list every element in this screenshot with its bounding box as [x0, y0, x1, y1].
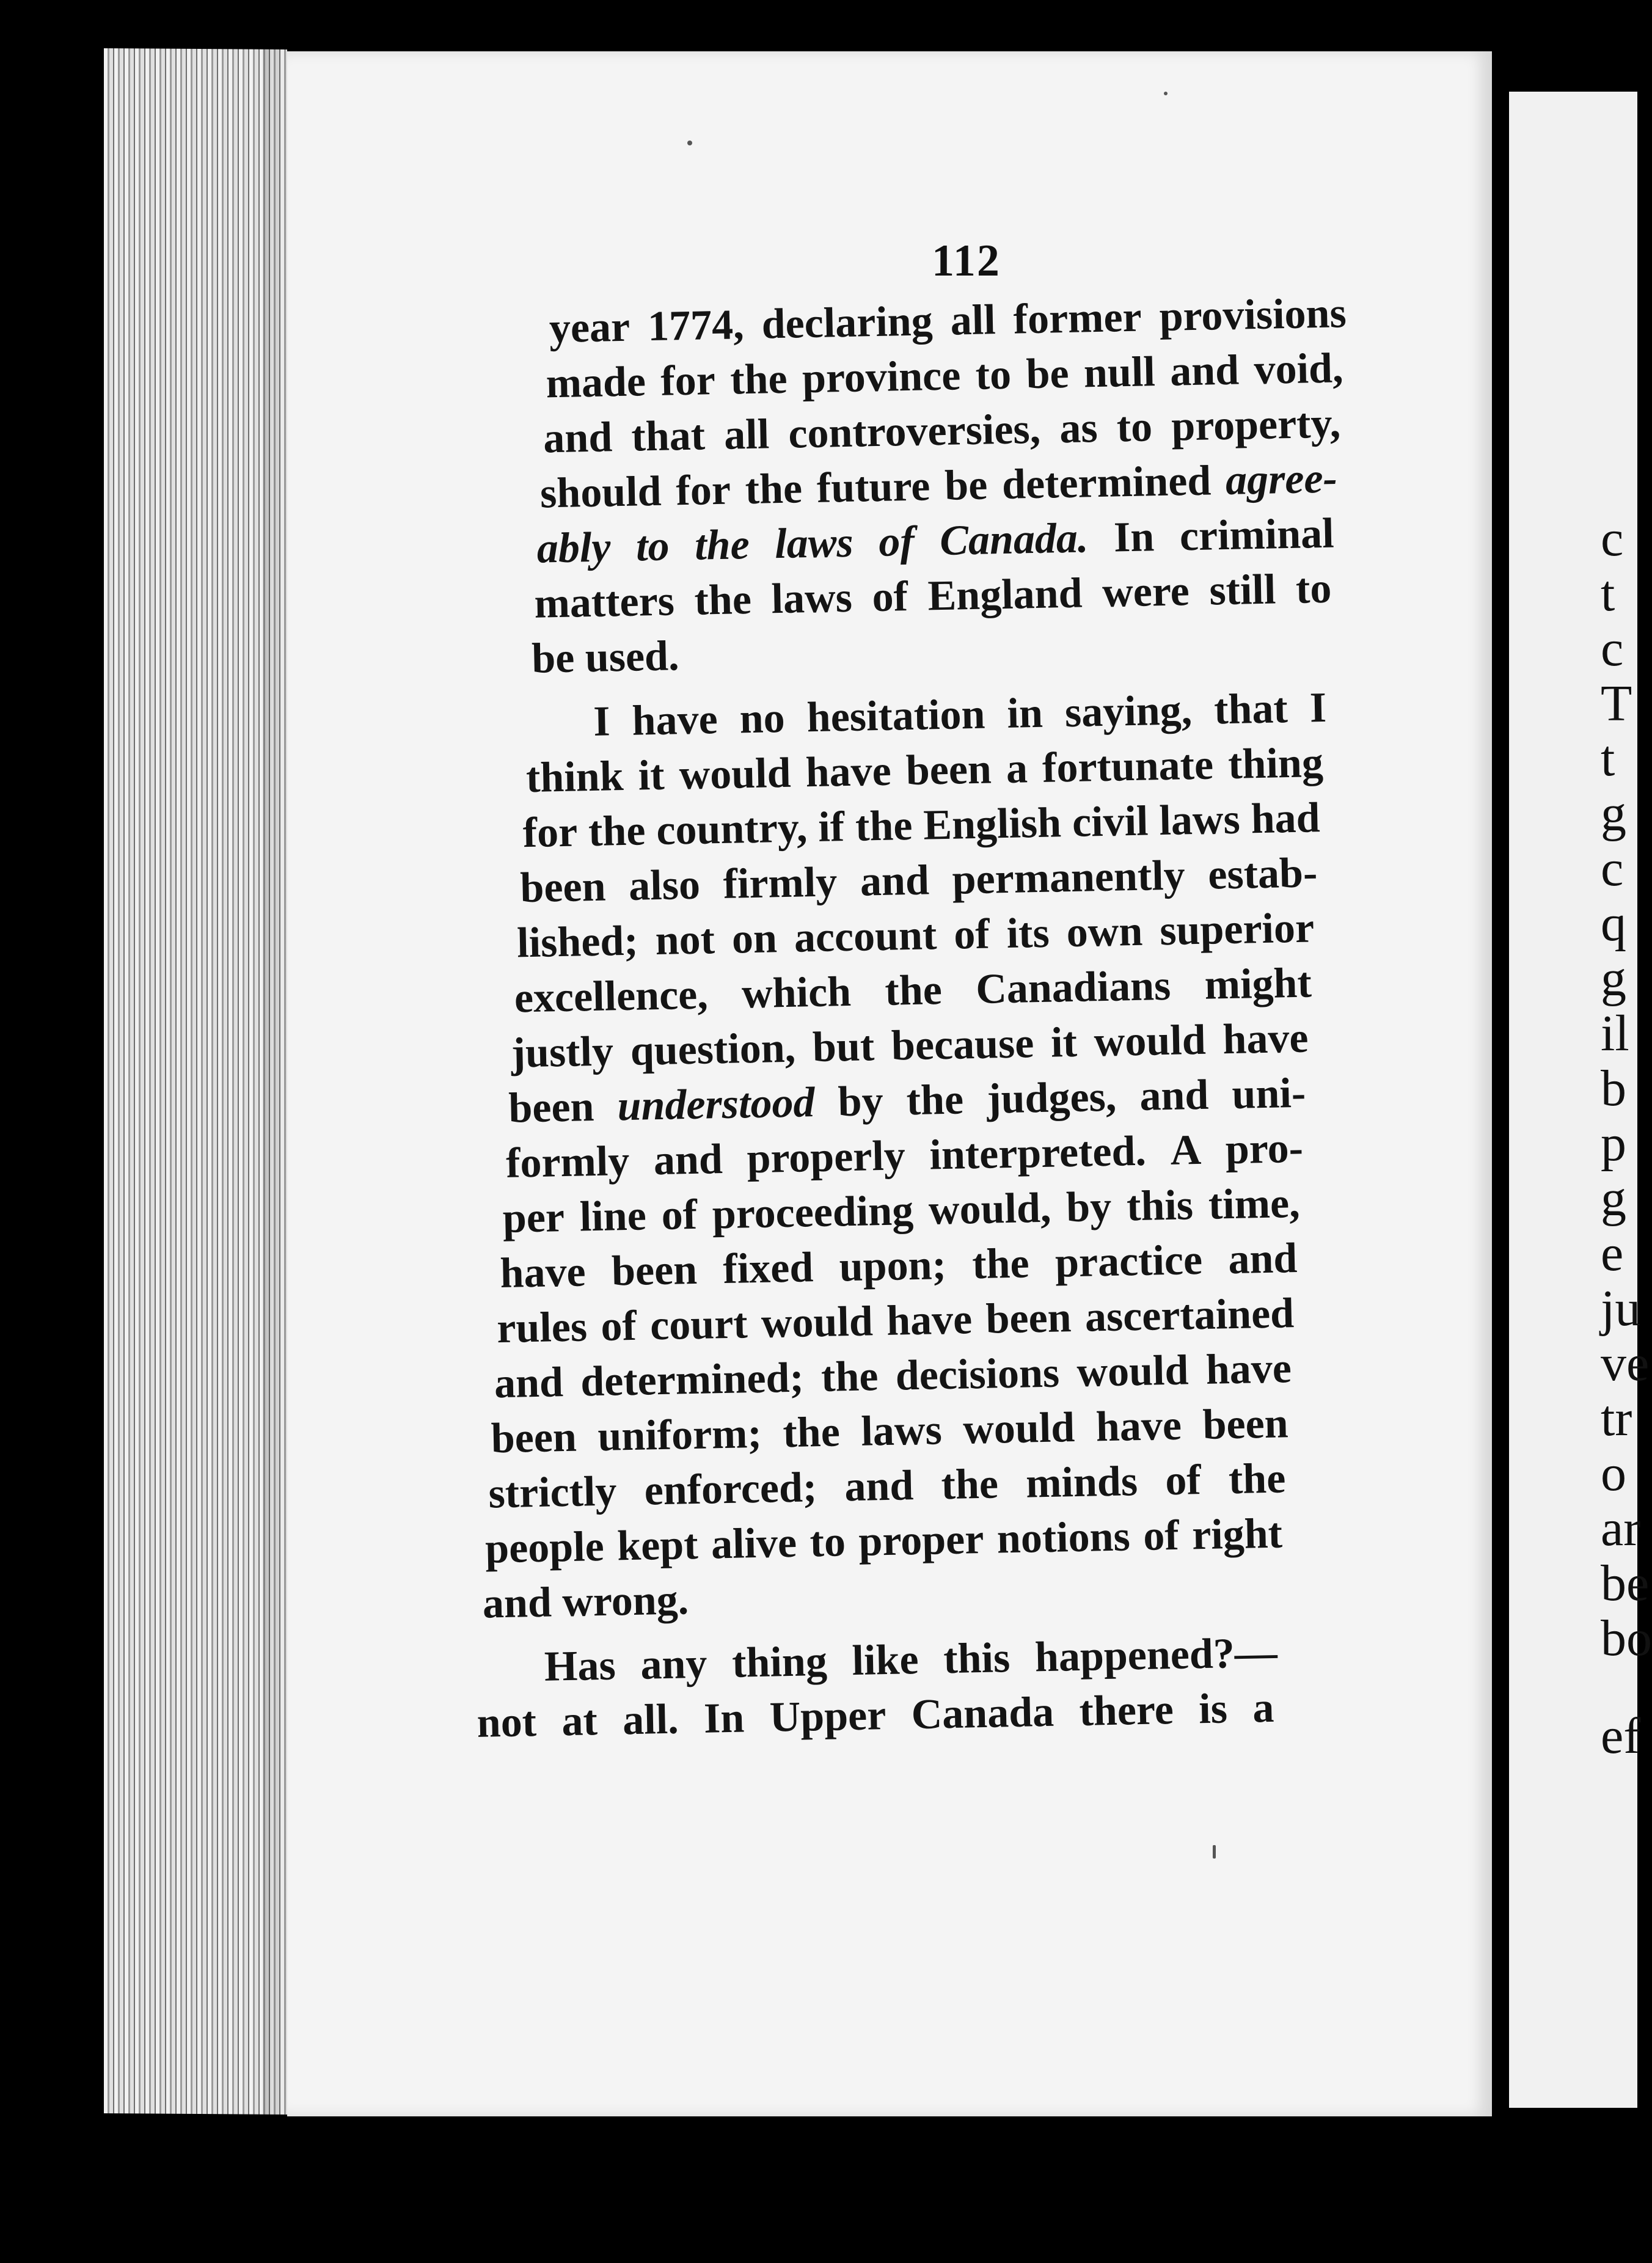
facing-page-fragment: tr: [1601, 1390, 1632, 1447]
facing-page-fragment: c: [1601, 620, 1624, 677]
facing-page-fragment: c: [1601, 840, 1624, 897]
text-line: and wrong.: [482, 1576, 689, 1628]
page-number: 112: [932, 236, 1001, 286]
text-line: formly and properly interpreted. A pro-: [505, 1124, 1304, 1187]
facing-page-fragment: b: [1601, 1060, 1626, 1117]
paper-speck: [1213, 1845, 1216, 1859]
text-line: be used.: [531, 632, 680, 682]
text-line: I have no hesitation in saying, that I: [593, 684, 1327, 745]
facing-page-fragment: ve: [1601, 1335, 1650, 1392]
text-line: excellence, which the Canadians might: [514, 959, 1312, 1022]
text-line: been understood by the judges, and uni-: [508, 1069, 1306, 1132]
facing-page-fragment: T: [1601, 675, 1632, 732]
facing-page-fragment: p: [1601, 1115, 1626, 1172]
text-line: been also firmly and permanently estab-: [519, 849, 1318, 912]
text-line: have been fixed upon; the practice and: [499, 1234, 1298, 1298]
facing-page-fragment: bo: [1601, 1610, 1652, 1667]
facing-page-fragment: g: [1601, 785, 1626, 842]
paper-speck: [687, 141, 692, 145]
text-line: ably to the laws of Canada. In criminal: [536, 510, 1335, 572]
facing-page-fragment: ef: [1601, 1708, 1641, 1764]
text-line: Has any thing like this happened?—: [544, 1629, 1278, 1691]
facing-page-fragment: e: [1601, 1225, 1624, 1282]
facing-page-fragment: o: [1601, 1445, 1626, 1502]
facing-page-fragment: t: [1601, 730, 1615, 787]
text-line: and that all controversies, as to property,: [543, 400, 1341, 462]
text-line: for the country, if the English civil laws had: [522, 794, 1321, 857]
text-line: and determined; the decisions would have: [494, 1345, 1292, 1408]
text-line: been uniform; the laws would have been: [491, 1400, 1289, 1463]
text-line: justly question, but because it would have: [510, 1014, 1309, 1077]
text-line: year 1774, declaring all former provisions: [549, 290, 1347, 353]
facing-page-fragment: ju: [1601, 1280, 1641, 1337]
facing-page-fragment: t: [1601, 565, 1615, 622]
text-line: strictly enforced; and the minds of the: [488, 1455, 1286, 1518]
text-line: made for the province to be null and void,: [545, 345, 1344, 408]
facing-page-fragment: q: [1601, 895, 1626, 952]
facing-page-fragment: ar: [1601, 1500, 1641, 1557]
facing-page-fragment: il: [1601, 1005, 1629, 1062]
facing-page-fragment: g: [1601, 950, 1626, 1007]
text-line: people kept alive to proper notions of right: [484, 1510, 1283, 1573]
facing-page-fragment: g: [1601, 1170, 1626, 1227]
body-text: [0, 287, 1649, 1785]
paper-speck: [1164, 92, 1168, 95]
text-line: think it would have been a fortunate thing: [525, 739, 1324, 802]
text-line: per line of proceeding would, by this time,: [502, 1179, 1301, 1242]
facing-page-fragment: c: [1601, 510, 1624, 567]
text-line: should for the future be determined agree-: [539, 455, 1338, 517]
facing-page-fragment: be: [1601, 1555, 1650, 1612]
text-line: matters the laws of England were still to: [533, 565, 1332, 627]
text-line: lished; not on account of its own superior: [516, 904, 1315, 967]
text-line: not at all. In Upper Canada there is a: [476, 1684, 1275, 1747]
text-line: rules of court would have been ascertained: [496, 1290, 1295, 1353]
